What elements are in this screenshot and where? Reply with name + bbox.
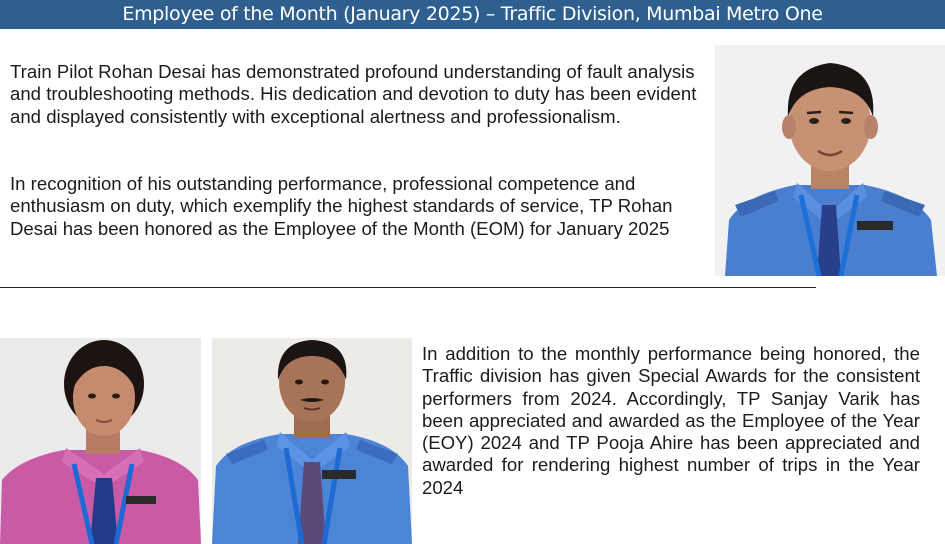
eom-recognition-paragraph: In recognition of his outstanding performance, professional competence and enthusiasm on duty, which exemplify the highest standards of service, TP Rohan Desai has been honored as the Employee of the Month (EOM) for January 2025 bbox=[10, 173, 673, 239]
page-title-banner bbox=[0, 0, 945, 29]
section-divider bbox=[0, 287, 816, 288]
employee-photo-pooja-ahire bbox=[0, 338, 201, 544]
page-title: Employee of the Month (January 2025) – Traffic Division, Mumbai Metro One bbox=[122, 3, 823, 25]
special-awards-paragraph: In addition to the monthly performance being honored, the Traffic division has given Special Awards for the consistent performers from 2024. Accordingly, TP Sanjay Varik has been appreciated and awarded as the Employee of the Year (EOY) 2024 and TP Pooja Ahire has been appreciated and awarded for rendering highest number of trips in the Year 2024 bbox=[422, 343, 920, 498]
eom-description-paragraph: Train Pilot Rohan Desai has demonstrated profound understanding of fault analysis and troubleshooting methods. His dedication and devotion to duty has been evident and displayed consistently with exceptional alertness and professionalism. bbox=[10, 61, 697, 127]
employee-photo-rohan-desai bbox=[715, 45, 945, 276]
employee-photo-sanjay-varik bbox=[212, 338, 412, 544]
